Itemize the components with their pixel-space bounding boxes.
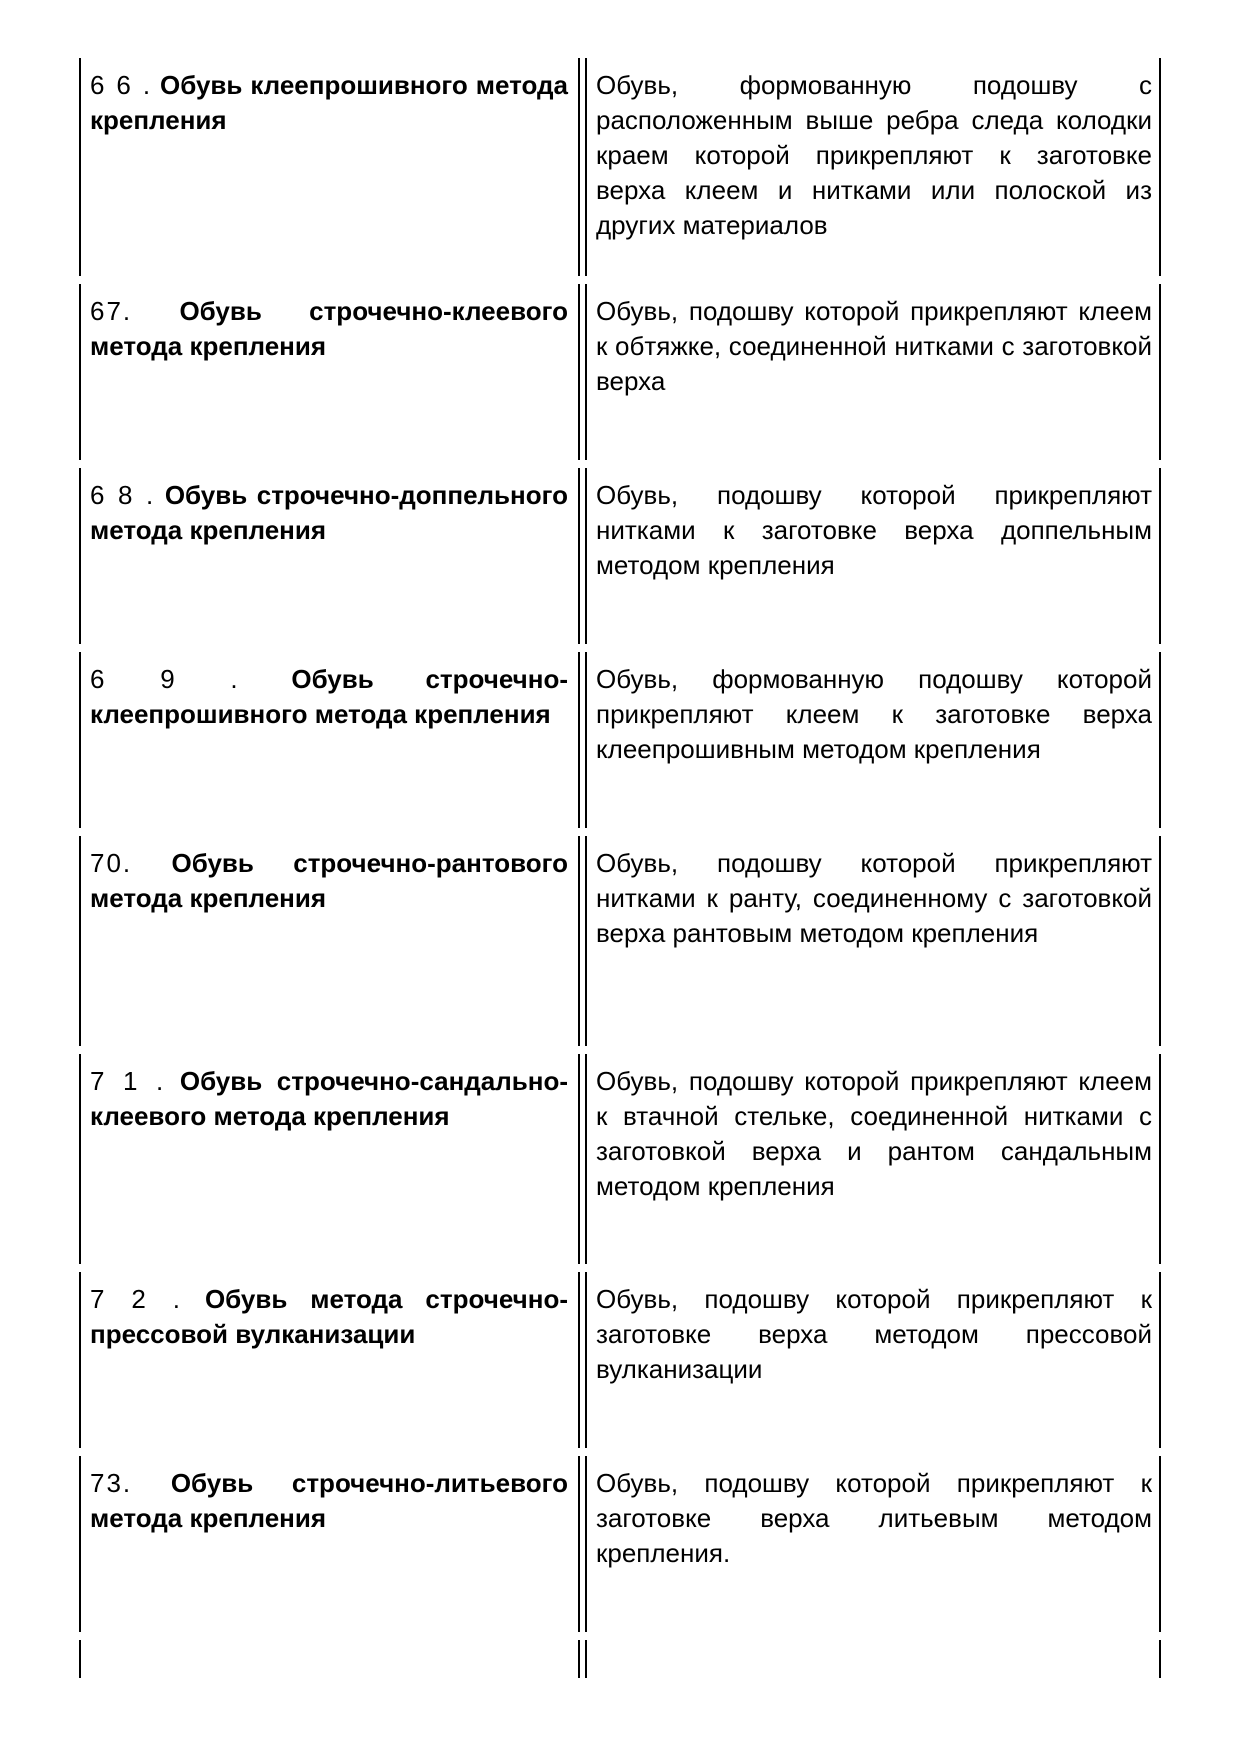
border-left [79,58,81,276]
border-right [1159,284,1161,460]
border-middle-1 [578,1456,580,1632]
border-middle-1 [578,284,580,460]
table-row [0,284,1240,460]
table-row [0,1272,1240,1448]
definition-cell: Обувь, подошву которой прикрепляют нитками к ранту, соединенному с заготовкой верха рантовым методом крепления [596,848,1152,948]
border-middle-1 [578,1640,580,1678]
table-row [0,58,1240,276]
border-middle-2 [585,468,587,644]
border-middle-2 [585,284,587,460]
definition-cell: Обувь, формованную подошву с расположенным выше ребра следа колодки краем которой прикрепляют к заготовке верха клеем и нитками или полоской из других материалов [596,70,1152,240]
border-middle-1 [578,58,580,276]
border-middle-2 [585,836,587,1046]
border-right [1159,58,1161,276]
border-middle-2 [585,652,587,828]
border-middle-1 [578,652,580,828]
border-left [79,1456,81,1632]
border-left [79,468,81,644]
border-middle-2 [585,1054,587,1264]
table-row [0,652,1240,828]
border-right [1159,836,1161,1046]
border-right [1159,1054,1161,1264]
definition-cell: Обувь, подошву которой прикрепляют клеем к обтяжке, соединенной нитками с заготовкой верха [596,296,1152,396]
term-number: 6 8 . [90,480,156,510]
term-title: Обувь строчечно-клеевого метода крепления [90,296,568,361]
border-left [79,836,81,1046]
term-number: 73. [90,1468,133,1498]
table-row [0,468,1240,644]
term-title: Обувь строчечно-клеепрошивного метода крепления [90,664,568,729]
term-title: Обувь строчечно-литьевого метода крепления [90,1468,568,1533]
term-number: 67. [90,296,133,326]
border-middle-1 [578,1272,580,1448]
term-cell [90,1064,568,1134]
border-right [1159,468,1161,644]
term-number: 70. [90,848,133,878]
border-right [1159,1272,1161,1448]
definition-cell: Обувь, подошву которой прикрепляют нитками к заготовке верха доппельным методом крепления [596,480,1152,580]
border-left [79,1054,81,1264]
term-cell [90,662,568,732]
border-left [79,284,81,460]
table-row [0,836,1240,1046]
term-title: Обувь клеепрошивного метода крепления [90,70,568,135]
definition-cell: Обувь, формованную подошву которой прикрепляют клеем к заготовке верха клеепрошивным методом крепления [596,664,1152,764]
border-middle-2 [585,1640,587,1678]
definition-cell: Обувь, подошву которой прикрепляют к заготовке верха литьевым методом крепления. [596,1468,1152,1568]
border-right [1159,1640,1161,1678]
border-right [1159,1456,1161,1632]
term-number: 7 2 . [90,1284,183,1314]
border-middle-2 [585,1272,587,1448]
table-row [0,1054,1240,1264]
border-middle-2 [585,1456,587,1632]
term-title: Обувь строчечно-рантового метода крепления [90,848,568,913]
border-right [1159,652,1161,828]
border-left [79,1272,81,1448]
border-middle-1 [578,468,580,644]
term-cell [90,1466,568,1536]
term-cell [90,294,568,364]
term-title: Обувь строчечно-доппельного метода крепления [90,480,568,545]
term-cell [90,478,568,548]
term-cell [90,846,568,916]
term-cell [90,1282,568,1352]
border-left [79,1640,81,1678]
border-middle-1 [578,836,580,1046]
term-number: 6 9 . [90,664,240,694]
term-cell [90,68,568,138]
table-row-empty [0,1640,1240,1678]
definition-cell: Обувь, подошву которой прикрепляют к заготовке верха методом прессовой вулканизации [596,1284,1152,1384]
border-middle-2 [585,58,587,276]
border-left [79,652,81,828]
term-number: 6 6 . [90,70,153,100]
term-title: Обувь метода строчечно-прессовой вулканизации [90,1284,568,1349]
table-row [0,1456,1240,1632]
term-title: Обувь строчечно-сандально-клеевого метода крепления [90,1066,568,1131]
definition-cell: Обувь, подошву которой прикрепляют клеем к втачной стельке, соединенной нитками с заготовкой верха и рантом сандальным методом крепления [596,1066,1152,1201]
term-number: 7 1 . [90,1066,166,1096]
border-middle-1 [578,1054,580,1264]
